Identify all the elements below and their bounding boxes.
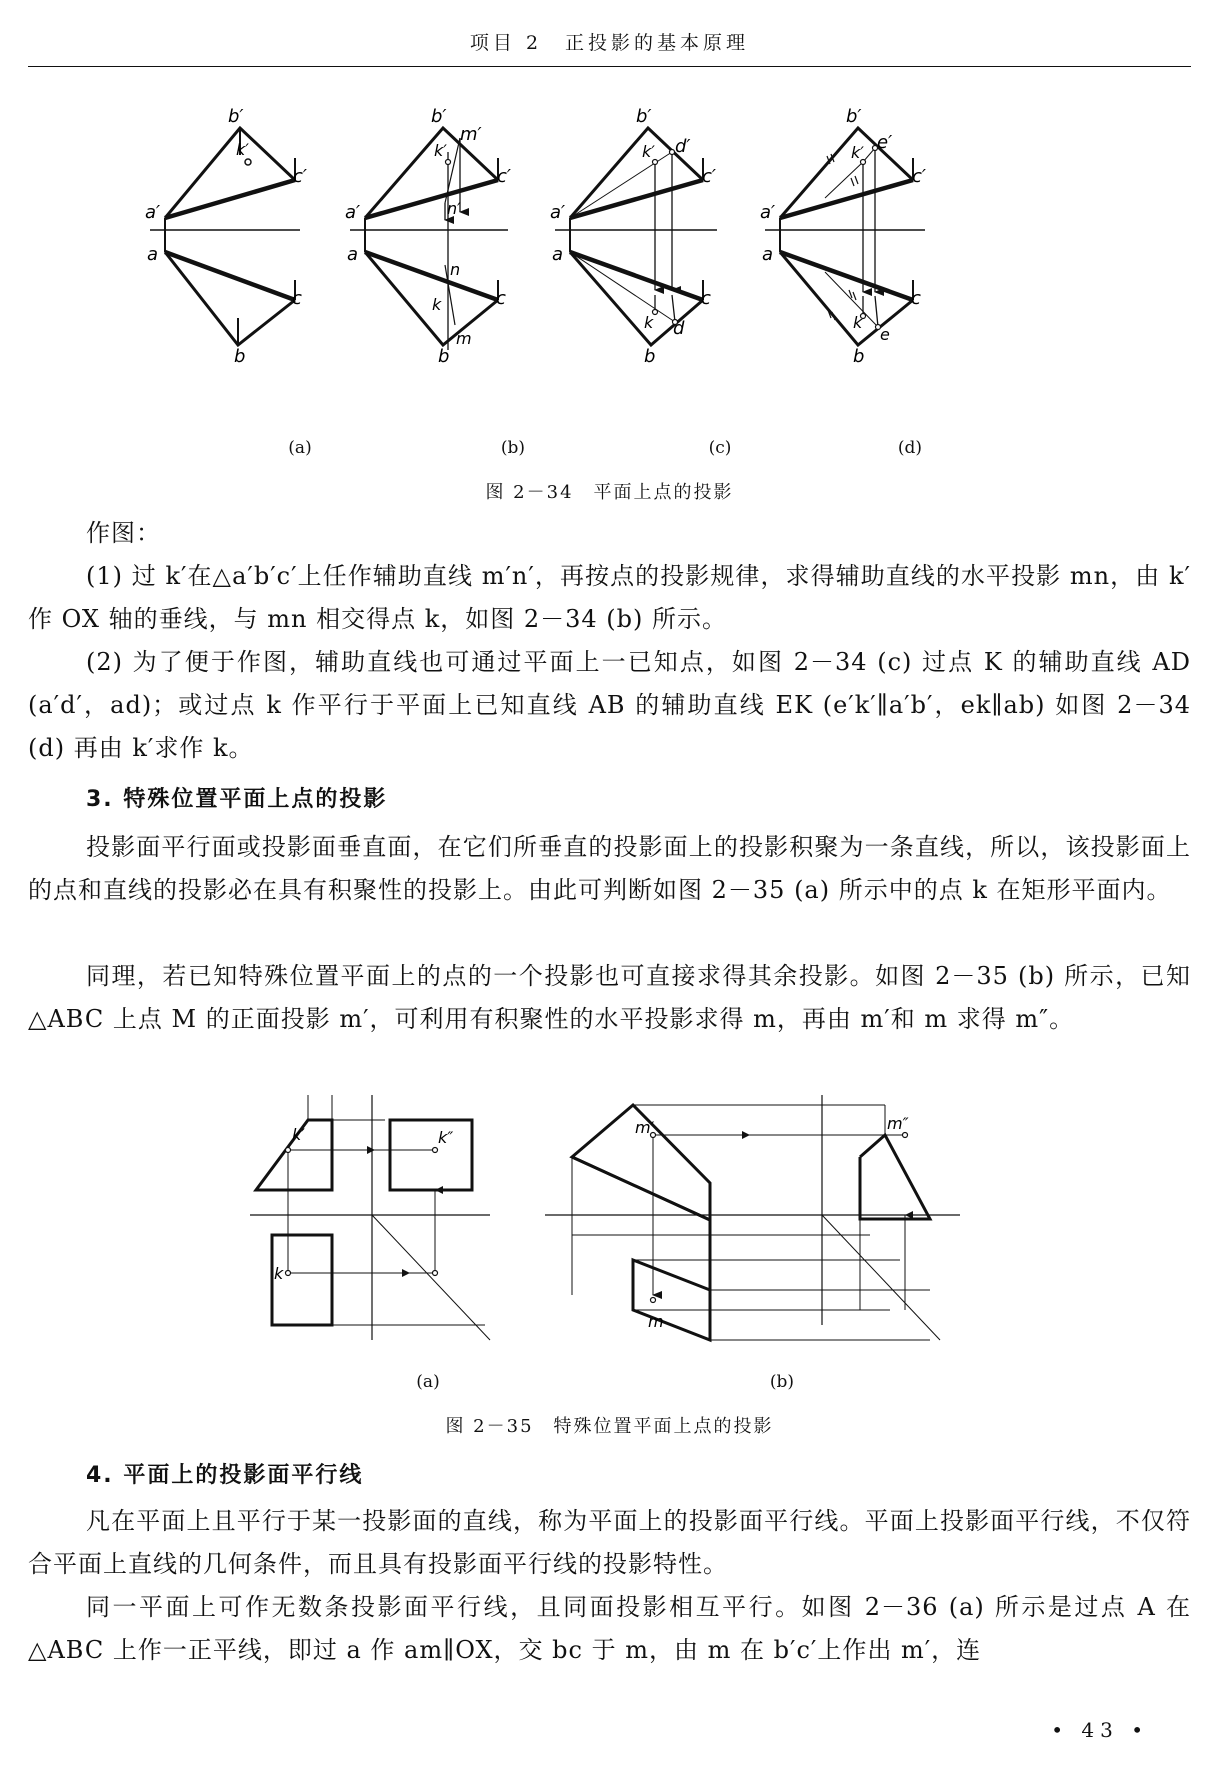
section-heading-3: 3. 特殊位置平面上点的投影 [86, 787, 388, 812]
label-35b-m: m [648, 1312, 664, 1331]
label-b-c-prime: c′ [497, 166, 511, 187]
label-b-b: b [438, 346, 450, 367]
label-35a-k: k [274, 1264, 284, 1283]
label-c-a-prime: a′ [550, 202, 566, 223]
figure-2-35-sublabel-a: (a) [416, 1372, 440, 1392]
label-d-e: e [880, 325, 890, 344]
label-c-d-prime: d′ [675, 136, 691, 157]
figure-2-34-sublabel-d: (d) [897, 438, 923, 458]
label-c-c-prime: c′ [702, 166, 716, 187]
paragraph-parallel-lines-construction: 同一平面上可作无数条投影面平行线，且同面投影相互平行。如图 2－36 (a) 所示是过点 A 在△ABC 上作一正平线，即过 a 作 am∥OX，交 bc 于 m，由 m 在 b′c′上作出 m′，连 [28, 1593, 1191, 1664]
paragraph-similarly: 同理，若已知特殊位置平面上的点的一个投影也可直接求得其余投影。如图 2－35 (b) 所示，已知△ABC 上点 M 的正面投影 m′，可利用有积聚性的水平投影求得 m，再由 m′和 m 求得 m″。 [28, 962, 1191, 1033]
label-c-k: k [644, 313, 654, 332]
figure-2-34-sublabel-c: (c) [708, 438, 732, 458]
figure-2-34-drawing [145, 100, 1050, 430]
figure-2-35-caption: 图 2－35 特殊位置平面上点的投影 [445, 1416, 774, 1437]
label-c-b: b [644, 346, 656, 367]
paragraph-step-1: (1) 过 k′在△a′b′c′上任作辅助直线 m′n′，再按点的投影规律，求得辅助直线的水平投影 mn，由 k′作 OX 轴的垂线，与 mn 相交得点 k，如图 2－34 (b) 所示。 [28, 562, 1191, 633]
label-a-c: c [292, 288, 302, 309]
label-b-b-prime: b′ [431, 106, 447, 127]
label-d-a: a [762, 244, 774, 265]
label-35b-m-double-prime: m″ [887, 1114, 909, 1133]
label-b-n-prime: n′ [447, 199, 461, 218]
label-d-e-prime: e′ [877, 132, 893, 153]
label-a-b: b [234, 346, 246, 367]
label-c-c: c [701, 288, 711, 309]
label-b-k-prime: k′ [434, 141, 447, 160]
paragraph-drawing-intro: 作图： [86, 519, 161, 547]
label-a-k-prime: k′ [236, 140, 249, 159]
label-d-c: c [911, 288, 921, 309]
label-c-d: d [673, 318, 685, 339]
figure-2-34-caption: 图 2－34 平面上点的投影 [485, 482, 734, 503]
label-b-k: k [432, 295, 442, 314]
label-b-m-prime: m′ [460, 124, 482, 145]
label-d-a-prime: a′ [760, 202, 776, 223]
paragraph-special-planes: 投影面平行面或投影面垂直面，在它们所垂直的投影面上的投影积聚为一条直线，所以，该投影面上的点和直线的投影必在具有积聚性的投影上。由此可判断如图 2－35 (a) 所示中的点 k 在矩形平面内。 [28, 833, 1191, 904]
label-35b-m-prime: m′ [635, 1118, 655, 1137]
label-c-b-prime: b′ [636, 106, 652, 127]
label-d-k-prime: k′ [851, 143, 864, 162]
label-d-k: k [853, 313, 863, 332]
panel-c-drawing [555, 128, 717, 345]
panel-b-drawing [350, 128, 508, 350]
header-rule [28, 66, 1191, 67]
label-a-a: a [147, 244, 159, 265]
panel-d-drawing [765, 128, 925, 345]
label-d-b: b [853, 346, 865, 367]
label-a-b-prime: b′ [228, 106, 244, 127]
section-heading-4: 4. 平面上的投影面平行线 [86, 1463, 364, 1488]
label-35a-k-double-prime: k″ [438, 1128, 454, 1147]
label-c-a: a [552, 244, 564, 265]
label-b-n: n [450, 260, 461, 279]
panel-a-drawing [150, 128, 300, 345]
label-d-c-prime: c′ [912, 166, 926, 187]
running-header: 项目 2 正投影的基本原理 [469, 32, 750, 54]
figure-2-34-sublabel-a: (a) [288, 438, 312, 458]
label-c-k-prime: k′ [642, 142, 655, 161]
figure-2-34-sublabel-b: (b) [500, 438, 526, 458]
figure-2-35a-drawing [250, 1095, 490, 1340]
label-d-b-prime: b′ [846, 106, 862, 127]
label-b-a: a [347, 244, 359, 265]
paragraph-parallel-lines-definition: 凡在平面上且平行于某一投影面的直线，称为平面上的投影面平行线。平面上投影面平行线，不仅符合平面上直线的几何条件，而且具有投影面平行线的投影特性。 [28, 1507, 1191, 1578]
label-b-a-prime: a′ [345, 202, 361, 223]
label-a-a-prime: a′ [145, 202, 161, 223]
label-35a-k-prime: k′ [292, 1125, 305, 1144]
label-a-c-prime: c′ [293, 166, 307, 187]
paragraph-step-2: (2) 为了便于作图，辅助直线也可通过平面上一已知点，如图 2－34 (c) 过点 K 的辅助直线 AD (a′d′，ad)；或过点 k 作平行于平面上已知直线 AB 的辅助直线 EK (e′k′∥a′b′，ek∥ab) 如图 2－34 (d) 再由 k′求作 k。 [28, 648, 1191, 762]
label-b-m: m [456, 329, 472, 348]
figure-2-35-sublabel-b: (b) [769, 1372, 795, 1392]
page-number: • 43 • [1051, 1718, 1149, 1742]
label-b-c: c [496, 288, 506, 309]
figure-2-35-drawing [250, 1095, 970, 1365]
